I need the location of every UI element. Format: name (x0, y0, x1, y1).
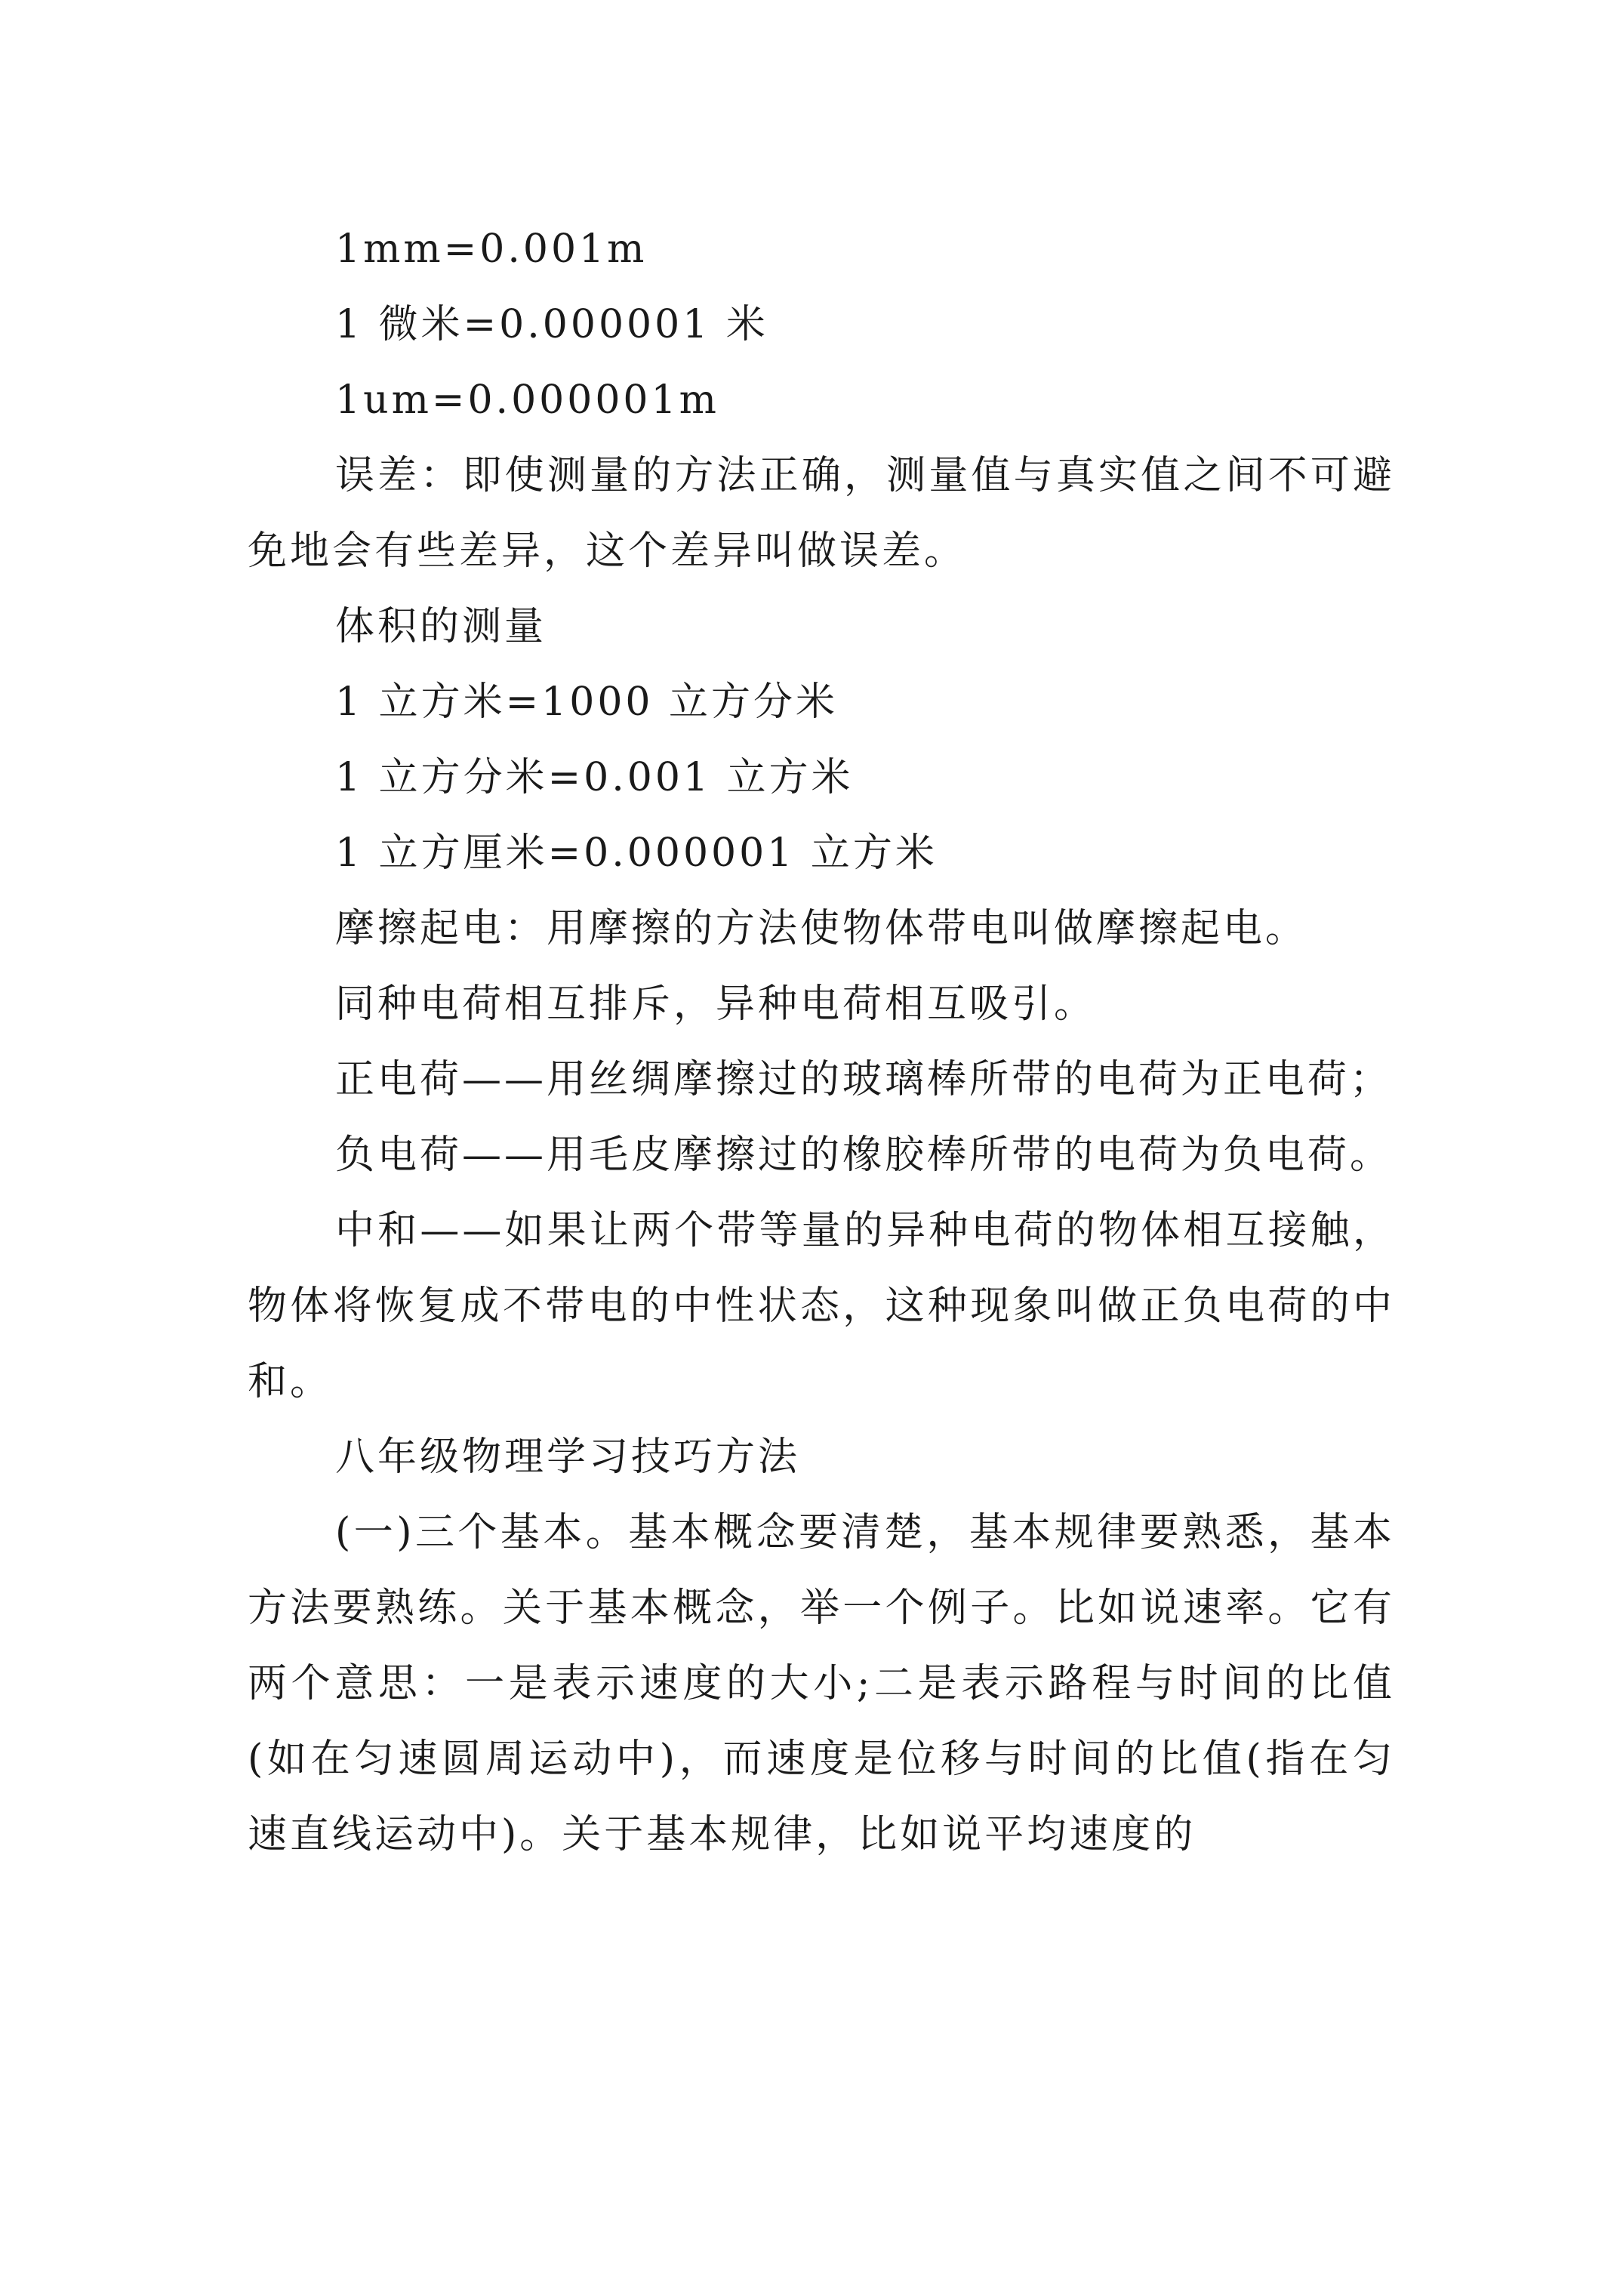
paragraph-positive-charge: 正电荷——用丝绸摩擦过的玻璃棒所带的电荷为正电荷； (335, 1057, 1393, 1102)
paragraph-three-basics: (一)三个基本。基本概念要清楚，基本规律要熟悉，基本方法要熟练。关于基本概念，举一个例子。比如说速率。它有两个意思：一是表示速度的大小;二是表示路程与时间的比值(如在匀速圆周运动中)，而速度是位移与时间的比值(指在匀速直线运动中)。关于基本规律，比如说平均速度的 (248, 1510, 1395, 1857)
paragraph-1um: 1um=0.000001m (335, 378, 719, 423)
paragraph-micrometer-cn: 1 微米=0.000001 米 (335, 302, 768, 347)
paragraph-cubic-decimeter: 1 立方分米=0.001 立方米 (335, 755, 854, 800)
paragraph-friction-electrification: 摩擦起电：用摩擦的方法使物体带电叫做摩擦起电。 (335, 906, 1308, 951)
paragraph-negative-charge: 负电荷——用毛皮摩擦过的橡胶棒所带的电荷为负电荷。 (335, 1133, 1393, 1178)
document-body (248, 211, 1395, 1872)
paragraph-cubic-centimeter: 1 立方厘米=0.000001 立方米 (335, 831, 938, 876)
paragraph-study-tips-heading: 八年级物理学习技巧方法 (335, 1435, 801, 1480)
paragraph-charge-interaction: 同种电荷相互排斥，异种电荷相互吸引。 (335, 982, 1097, 1027)
paragraph-error-definition: 误差：即使测量的方法正确，测量值与真实值之间不可避免地会有些差异，这个差异叫做误差。 (248, 453, 1395, 574)
paragraph-1mm: 1mm=0.001m (335, 227, 648, 272)
paragraph-neutralization: 中和——如果让两个带等量的异种电荷的物体相互接触，物体将恢复成不带电的中性状态，这种现象叫做正负电荷的中和。 (248, 1208, 1395, 1404)
paragraph-cubic-meter: 1 立方米=1000 立方分米 (335, 680, 839, 725)
paragraph-volume-heading: 体积的测量 (335, 604, 547, 649)
